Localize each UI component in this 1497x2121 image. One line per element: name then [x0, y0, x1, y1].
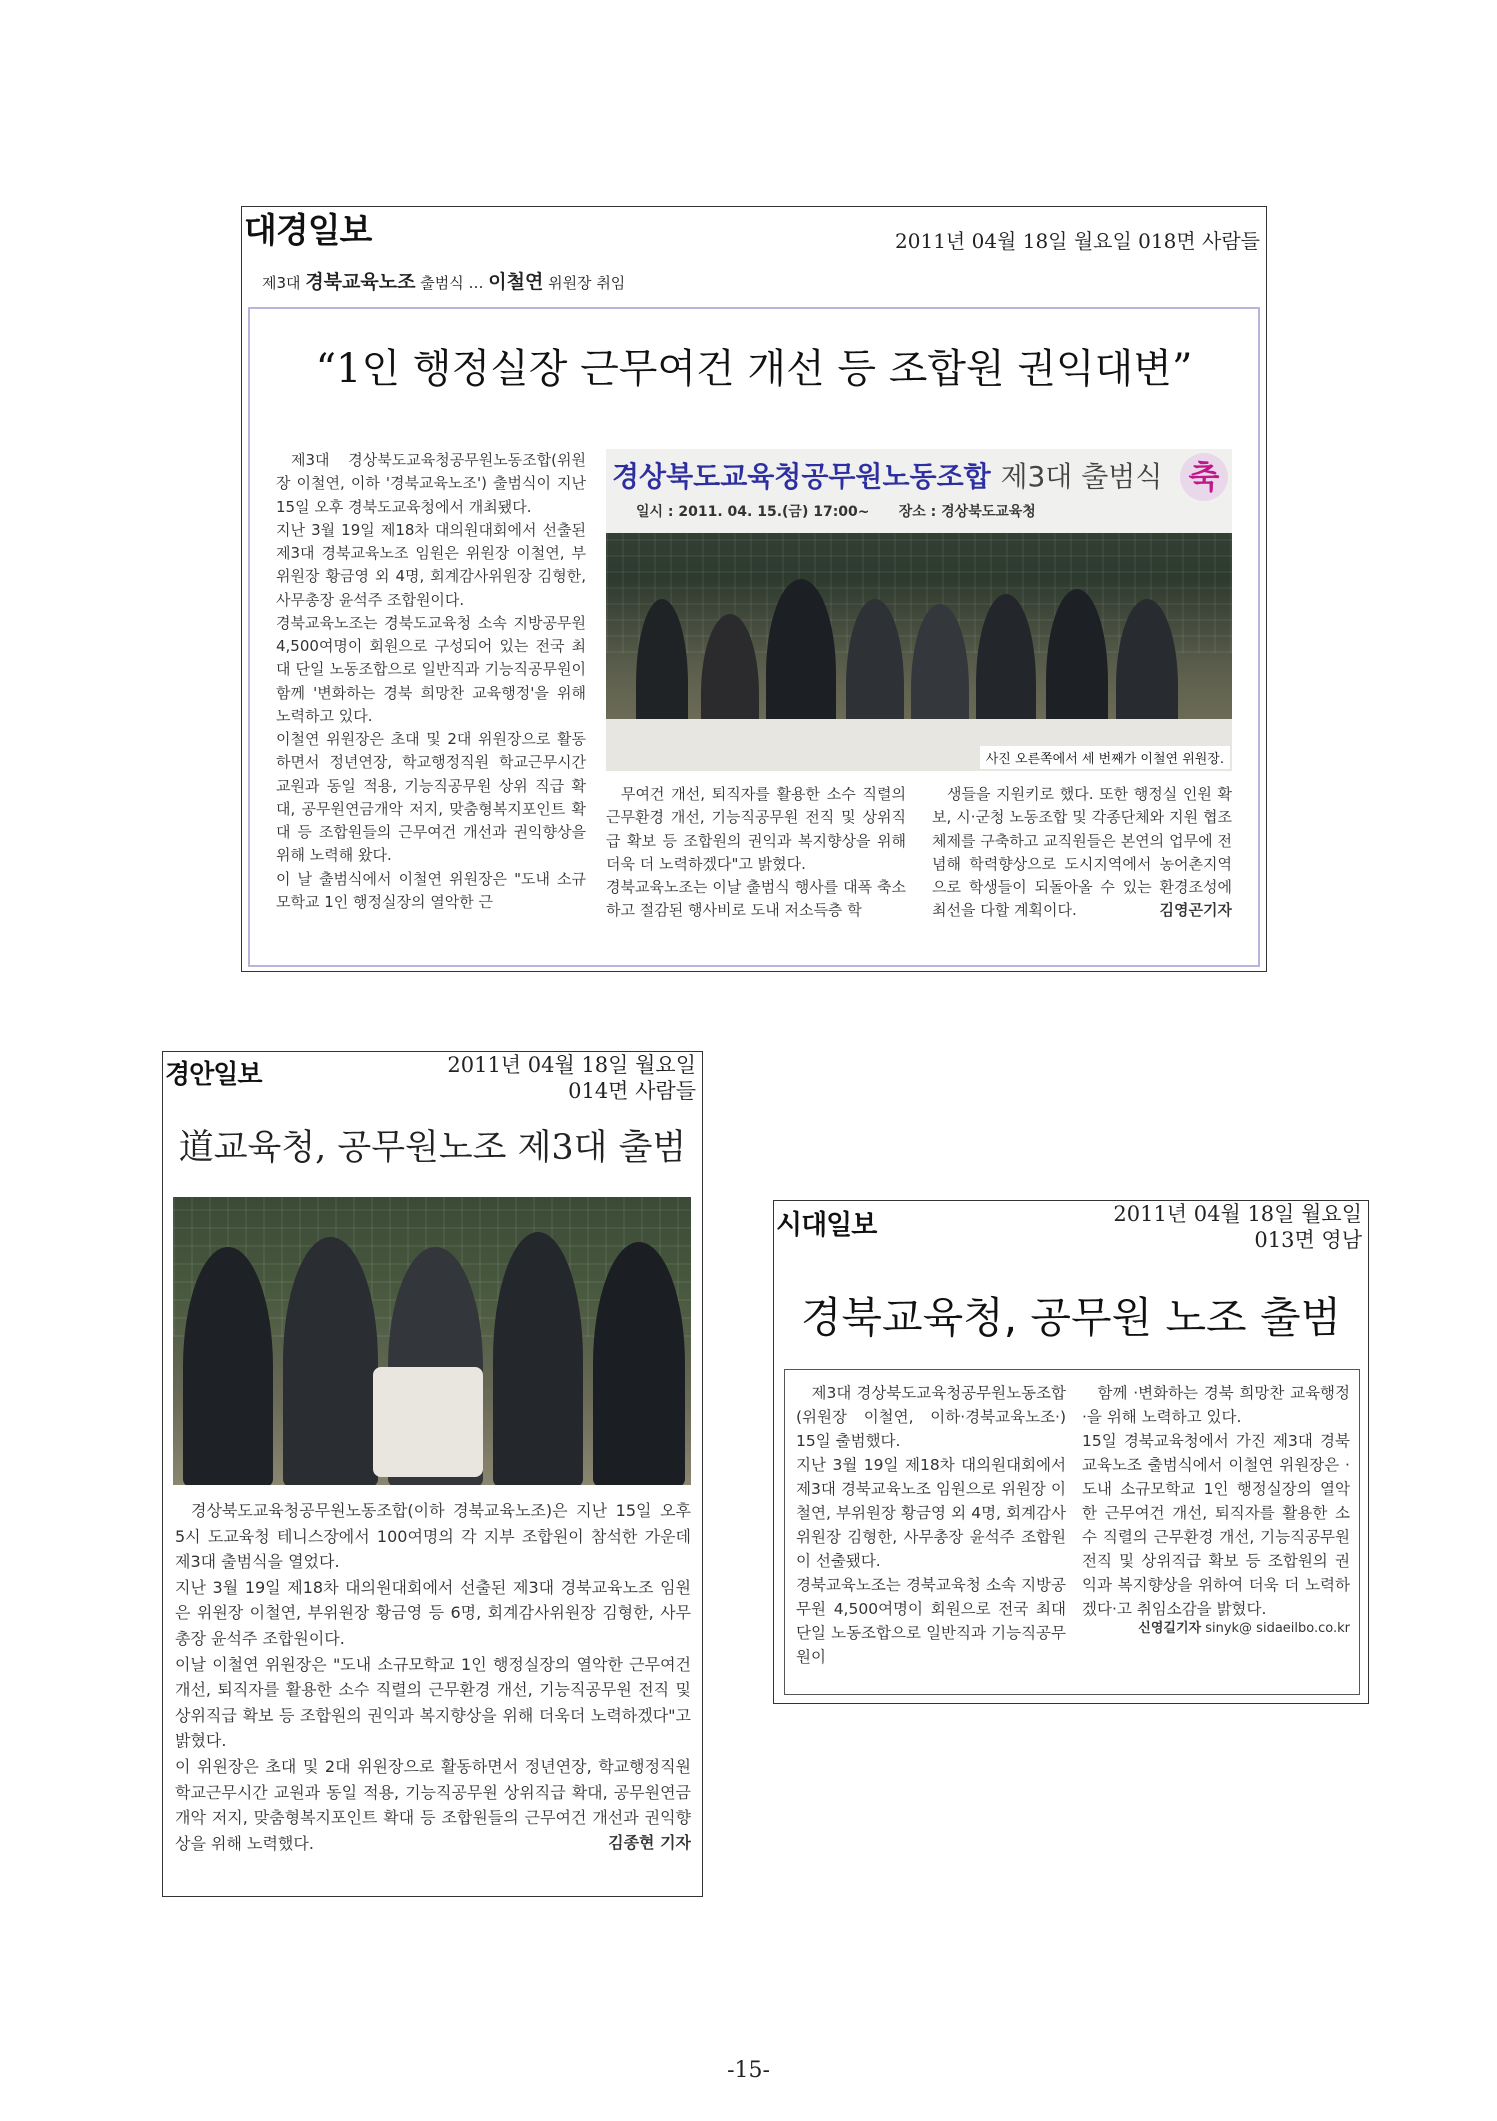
cake — [373, 1367, 483, 1477]
banner-title: 경상북도교육청공무원노동조합 제3대 출범식 — [612, 460, 1163, 493]
article-frame — [248, 307, 1260, 967]
body-column-3: 생들을 지원키로 했다. 또한 행정실 인원 확보, 시·군청 노동조합 및 각종단체와 지원 협조체제를 구축하고 교직원들은 본연의 업무에 전념해 학력향상으로 도시지역에서 농어촌지역으로 학생들이 되돌아올 수 있는 환경조성에 최선을 다할 계획이다. 김영곤기자 — [932, 783, 1232, 949]
body-column-1: 제3대 경상북도교육청공무원노동조합(위원장 이철연, 이하·경북교육노조·) 15일 출범했다. 지난 3월 19일 제18차 대의원대회에서 제3대 경북교육노조 임원으로 위원장 이철연, 부위원장 황금영 외 4명, 회계감사위원장 김형한, 사무총장 윤석주 조합원이 선출됐다. 경북교육노조는 경북교육청 소속 지방공무원 4,500여명이 회원으로 전국 최대 단일 노동조합으로 일반직과 기능직공무원이 — [796, 1384, 1066, 1667]
byline: 김종현 기자 — [608, 1833, 691, 1853]
clip-sidae — [773, 1200, 1369, 1704]
headline: “1인 행정실장 근무여건 개선 등 조합원 권익대변” — [315, 346, 1193, 392]
banner-chuk: 축 — [1180, 453, 1228, 501]
headline: 道교육청, 공무원노조 제3대 출범 — [178, 1128, 687, 1168]
headline: 경북교육청, 공무원 노조 출범 — [800, 1293, 1342, 1342]
person — [493, 1232, 583, 1485]
masthead: 경안일보 — [165, 1060, 262, 1090]
event-photo — [606, 449, 1232, 771]
dateline: 2011년 04월 18일 월요일 013면 영남 — [1113, 1202, 1362, 1253]
page-number: -15- — [727, 2058, 770, 2083]
body-text: 경상북도교육청공무원노동조합(이하 경북교육노조)은 지난 15일 오후 5시 도교육청 테니스장에서 100여명의 각 지부 조합원이 참석한 가운데 제3대 출범식을 열었다. 지난 3월 19일 제18차 대의원대회에서 선출된 제3대 경북교육노조 임원은 위원장 이철연, 부위원장 황금영 등 6명, 회계감사위원장 김형한, 사무총장 윤석주 조합원이다. 이날 이철연 위원장은 "도내 소규모학교 1인 행정실장의 열악한 근무여건 개선, 퇴직자를 활용한 소수 직렬의 근무환경 개선, 기능직공무원 전직 및 상위직급 확보 등 조합원의 권익과 복지향상을 위해 더욱더 노력하겠다"고 밝혔다. 이 위원장은 초대 및 2대 위원장으로 활동하면서 정년연장, 학교행정직원 학교근무시간 교원과 동일 적용, 기능직공무원 상위직급 확대, 공무원연금개악 저지, 맞춤형복지포인트 확대 등 조합원들의 근무여건 개선과 권익향상을 위해 노력했다. 김종현 기자 — [175, 1498, 691, 1890]
body-column-2: 함께 ·변화하는 경북 희망찬 교육행정·을 위해 노력하고 있다. 15일 경북교육청에서 가진 제3대 경북교육노조 출범식에서 이철연 위원장은 ·도내 소규모학교 1인 행정실장의 열악한 근무여건 개선, 퇴직자를 활용한 소수 직렬의 근무환경 개선, 기능직공무원 전직 및 상위직급 확보 등 조합원의 권익과 복지향상을 위하여 더욱 더 노력하겠다·고 취임소감을 밝혔다. 신영길기자 sinyk@ sidaeilbo.co.kr — [1082, 1381, 1350, 1681]
person — [183, 1247, 273, 1485]
person — [283, 1237, 378, 1485]
body-column-1: 제3대 경상북도교육청공무원노동조합(위원장 이철연, 이하 '경북교육노조') 출범식이 지난 15일 오후 경북도교육청에서 개최됐다. 지난 3월 19일 제18차 대의원대회에서 선출된 제3대 경북교육노조 임원은 위원장 이철연, 부위원장 황금영 외 4명, 회계감사위원장 김형한, 사무총장 윤석주 조합원이다. 경북교육노조는 경북도교육청 소속 지방공무원 4,500여명이 회원으로 구성되어 있는 전국 최대 단일 노동조합으로 일반직과 기능직공무원이 함께 '변화하는 경북 희망찬 교육행정'을 위해 노력하고 있다. 이철연 위원장은 초대 및 2대 위원장으로 활동하면서 정년연장, 학교행정직원 학교근무시간 교원과 동일 적용, 기능직공무원 상위 직급 확대, 공무원연금개악 저지, 맞춤형복지포인트 확대 등 조합원들의 근무여건 개선과 권익향상을 위해 노력해 왔다. 이 날 출범식에서 이철연 위원장은 "도내 소규모학교 1인 행정실장의 열악한 근 — [276, 451, 586, 911]
clip-gyeongan — [162, 1051, 703, 1897]
kicker: 제3대 경북교육노조 출범식 … 이철연 위원장 취임 — [262, 271, 626, 293]
banner-sub: 일시 : 2011. 04. 15.(금) 17:00~ 장소 : 경상북도교육청 — [636, 504, 1036, 520]
dateline: 2011년 04월 18일 월요일 018면 사람들 — [895, 229, 1260, 253]
event-banner — [606, 449, 1232, 533]
masthead: 대경일보 — [244, 211, 372, 251]
photo-caption: 사진 오른쪽에서 세 번째가 이철연 위원장. — [980, 746, 1230, 769]
event-photo — [173, 1197, 691, 1485]
dateline: 2011년 04월 18일 월요일 014면 사람들 — [447, 1053, 696, 1104]
body-column-2: 무여건 개선, 퇴직자를 활용한 소수 직렬의 근무환경 개선, 기능직공무원 전직 및 상위직급 확보 등 조합원의 권익과 복지향상을 위해 더욱 더 노력하겠다"고 밝혔다. 경북교육노조는 이날 출범식 행사를 대폭 축소하고 절감된 행사비로 도내 저소득층 학 — [606, 785, 906, 920]
byline: 신영길기자 sinyk@ sidaeilbo.co.kr — [1138, 1621, 1350, 1637]
person — [593, 1242, 685, 1485]
masthead: 시대일보 — [776, 1210, 877, 1241]
clip-daegyeong — [241, 206, 1267, 972]
byline: 김영곤기자 — [1159, 900, 1232, 919]
